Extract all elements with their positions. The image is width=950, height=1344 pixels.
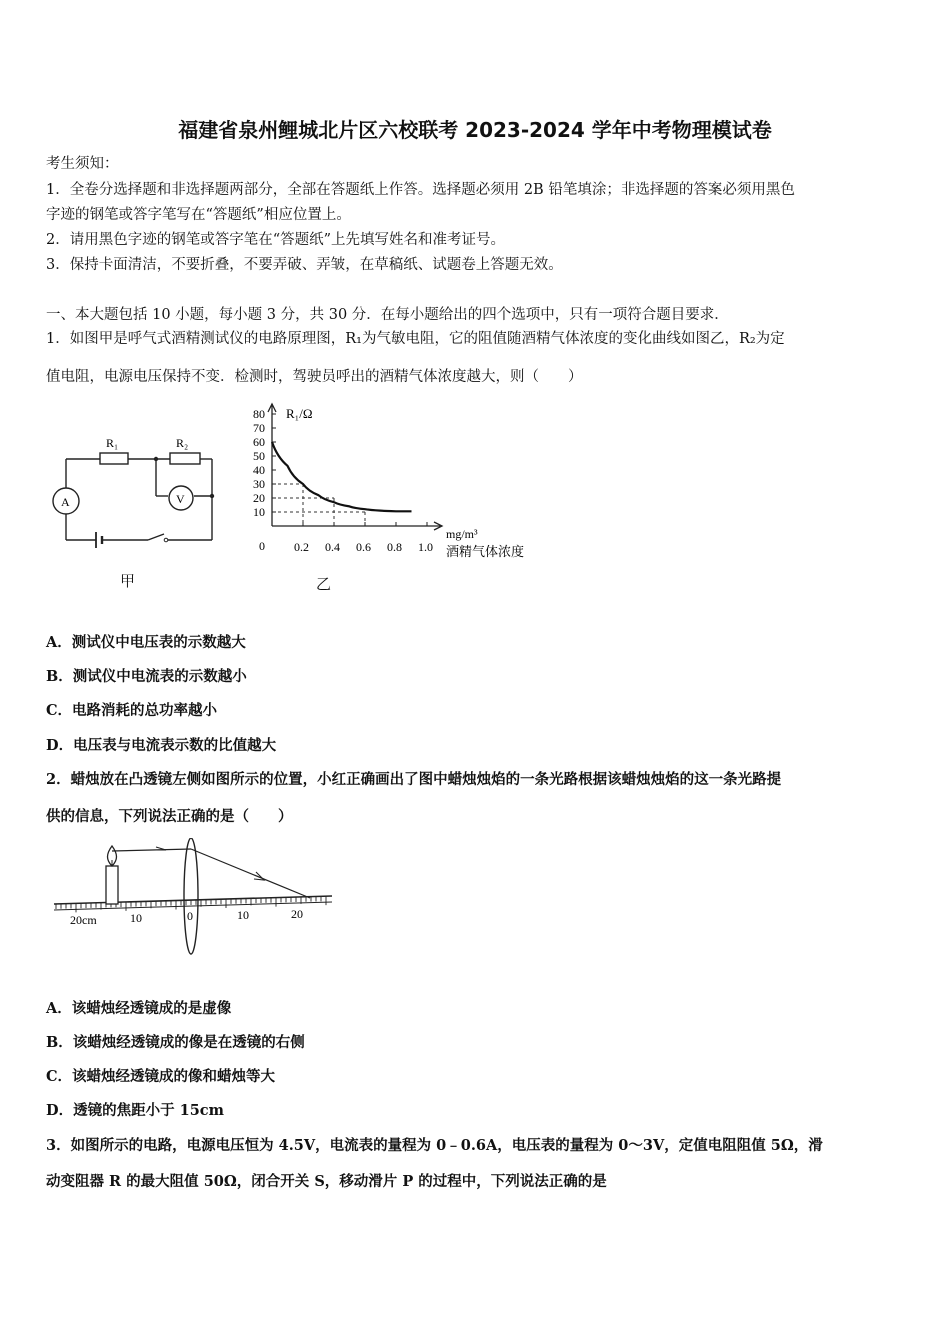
option-a: A．测试仪中电压表的示数越大 <box>46 634 246 651</box>
page-title: 福建省泉州鲤城北片区六校联考 2023-2024 学年中考物理模试卷 <box>178 118 772 142</box>
circuit-diagram-jia <box>48 430 220 552</box>
y-tick-label: 30 <box>253 477 265 491</box>
ruler-label: 0 <box>187 909 193 923</box>
y-tick-label: 10 <box>253 505 265 519</box>
y-tick-label: 40 <box>253 463 265 477</box>
x-tick-label: 0.2 <box>294 540 309 554</box>
x-tick-label: 0.6 <box>356 540 371 554</box>
voltmeter-label: V <box>176 492 185 506</box>
ruler-label: 10 <box>130 911 142 925</box>
option-c: C．电路消耗的总功率越小 <box>46 702 218 719</box>
notice-heading: 考生须知： <box>46 156 119 172</box>
r1-curve <box>272 442 412 511</box>
notice-item: 字迹的钢笔或答字笔写在“答题纸”相应位置上。 <box>46 207 351 223</box>
option-d: D．电压表与电流表示数的比值越大 <box>46 737 277 754</box>
option-b: B．测试仪中电流表的示数越小 <box>46 668 247 685</box>
option-c: C．该蜡烛经透镜成的像和蜡烛等大 <box>46 1068 276 1085</box>
ruler-label: 10 <box>237 908 249 922</box>
ruler-label: 20cm <box>70 913 97 927</box>
y-tick-label: 60 <box>253 435 265 449</box>
x-axis-unit: mg/m³ <box>446 527 478 541</box>
option-a: A．该蜡烛经透镜成的是虚像 <box>46 1000 232 1017</box>
question-3-stem: 3．如图所示的电路，电源电压恒为 4.5V，电流表的量程为 0﹣0.6A，电压表的量程为 0～3V，定值电阻阻值 5Ω，滑 <box>46 1137 823 1154</box>
y-tick-label: 20 <box>253 491 265 505</box>
lens-candle-diagram <box>48 838 348 963</box>
notice-item: 3．保持卡面清洁，不要折叠，不要弄破、弄皱，在草稿纸、试题卷上答题无效。 <box>46 257 563 273</box>
option-d: D．透镜的焦距小于 15cm <box>46 1102 224 1119</box>
figure-label-yi: 乙 <box>316 575 332 593</box>
x-axis-label: 酒精气体浓度 <box>446 544 525 559</box>
ammeter-label: A <box>61 495 70 509</box>
notice-item: 2．请用黑色字迹的钢笔或答字笔在“答题纸”上先填写姓名和准考证号。 <box>46 232 506 248</box>
r1-label: R₁ <box>106 436 119 450</box>
resistance-curve-chart <box>250 398 550 568</box>
question-3-stem: 动变阻器 R 的最大阻值 50Ω，闭合开关 S，移动滑片 P 的过程中，下列说法正确的是 <box>46 1173 607 1190</box>
option-b: B．该蜡烛经透镜成的像是在透镜的右侧 <box>46 1034 305 1051</box>
ruler-label: 20 <box>291 907 303 921</box>
origin-label: 0 <box>259 539 265 553</box>
r2-label: R₂ <box>176 436 189 450</box>
question-2-stem: 供的信息，下列说法正确的是（ ） <box>46 808 293 825</box>
y-tick-label: 50 <box>253 449 265 463</box>
x-tick-label: 0.4 <box>325 540 340 554</box>
figure-label-jia: 甲 <box>120 572 136 590</box>
x-tick-label: 0.8 <box>387 540 402 554</box>
y-tick-label: 70 <box>253 421 265 435</box>
question-2-stem: 2．蜡烛放在凸透镜左侧如图所示的位置，小红正确画出了图中蜡烛烛焰的一条光路根据该蜡烛烛焰的这一条光路提 <box>46 771 782 788</box>
question-1-stem: 1．如图甲是呼气式酒精测试仪的电路原理图，R₁为气敏电阻，它的阻值随酒精气体浓度的变化曲线如图乙，R₂为定 <box>46 331 785 347</box>
y-axis-label: R₁/Ω <box>286 406 313 421</box>
section-heading: 一、本大题包括 10 小题，每小题 3 分，共 30 分．在每小题给出的四个选项中，只有一项符合题目要求． <box>46 307 729 323</box>
y-tick-label: 80 <box>253 407 265 421</box>
notice-item: 1．全卷分选择题和非选择题两部分，全部在答题纸上作答。选择题必须用 2B 铅笔填涂；非选择题的答案必须用黑色 <box>46 182 795 198</box>
question-1-stem: 值电阻，电源电压保持不变．检测时，驾驶员呼出的酒精气体浓度越大，则（ ） <box>46 369 583 385</box>
x-tick-label: 1.0 <box>418 540 433 554</box>
